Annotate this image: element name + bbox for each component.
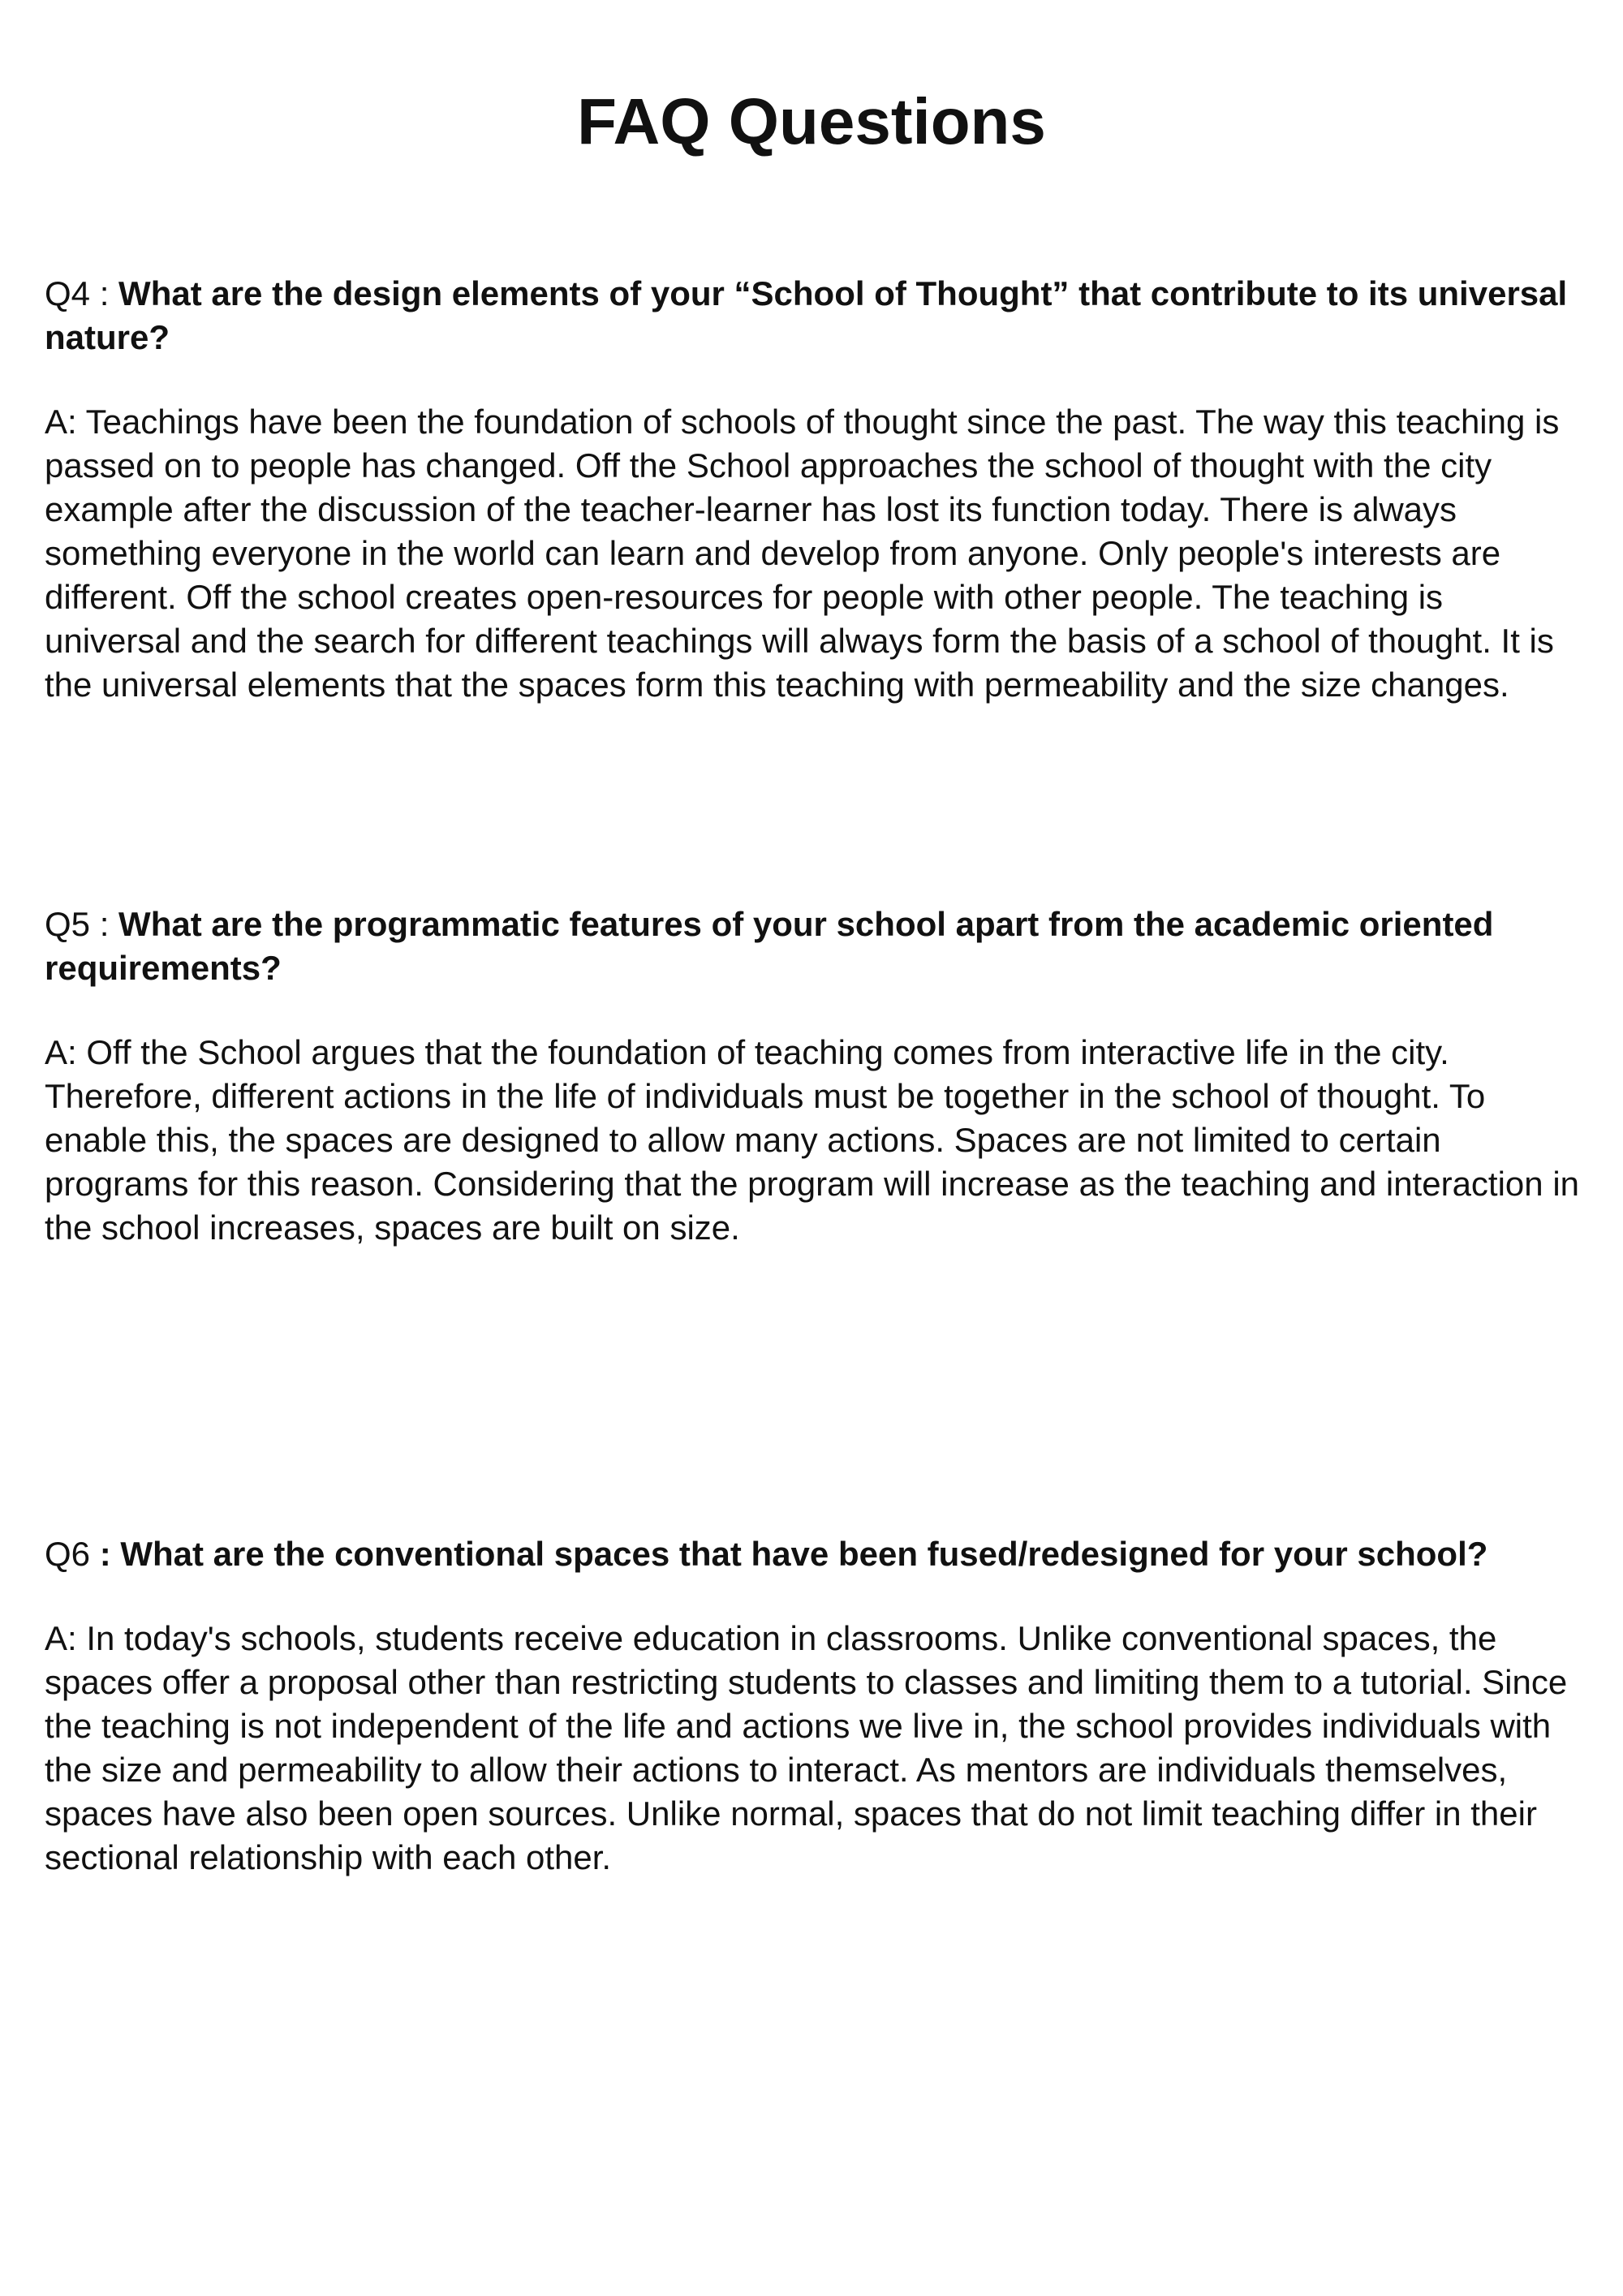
faq-item-q5	[45, 902, 1586, 1250]
question-text: What are the programmatic features of your school apart from the academic oriented requirements?	[45, 905, 1494, 987]
question-text: What are the design elements of your “School of Thought” that contribute to its universal nature?	[45, 274, 1568, 356]
question-label: Q4 :	[45, 274, 119, 312]
faq-question	[45, 272, 1586, 360]
question-label: Q5 :	[45, 905, 119, 943]
question-text: : What are the conventional spaces that have been fused/redesigned for your school?	[99, 1535, 1488, 1573]
faq-answer: A: Teachings have been the foundation of schools of thought since the past. The way this teaching is passed on to people has changed. Off the School approaches the school of thought with the city example after the discussion of the teacher-learner has lost its function today. There is always something everyone in the world can learn and develop from anyone. Only people's interests are different. Off the school creates open-resources for people with other people. The teaching is universal and the search for different teachings will always form the basis of a school of thought. It is the universal elements that the spaces form this teaching with permeability and the size changes.	[45, 403, 1560, 704]
faq-answer: A: Off the School argues that the foundation of teaching comes from interactive life in the city. Therefore, different actions in the life of individuals must be together in the school of thought. To enable this, the spaces are designed to allow many actions. Spaces are not limited to certain programs for this reason. Considering that the program will increase as the teaching and interaction in the school increases, spaces are built on size.	[45, 1033, 1580, 1247]
faq-item-q6	[45, 1532, 1586, 1880]
faq-question	[45, 902, 1586, 990]
page-title: FAQ Questions	[577, 85, 1046, 157]
faq-item-q4	[45, 272, 1586, 707]
faq-question	[45, 1532, 1586, 1576]
question-label: Q6	[45, 1535, 100, 1573]
faq-answer: A: In today's schools, students receive education in classrooms. Unlike conventional spaces, the spaces offer a proposal other than restricting students to classes and limiting them to a tutorial. Since the teaching is not independent of the life and actions we live in, the school provides individuals with the size and permeability to allow their actions to interact. As mentors are individuals themselves, spaces have also been open sources. Unlike normal, spaces that do not limit teaching differ in their sectional relationship with each other.	[45, 1619, 1568, 1876]
